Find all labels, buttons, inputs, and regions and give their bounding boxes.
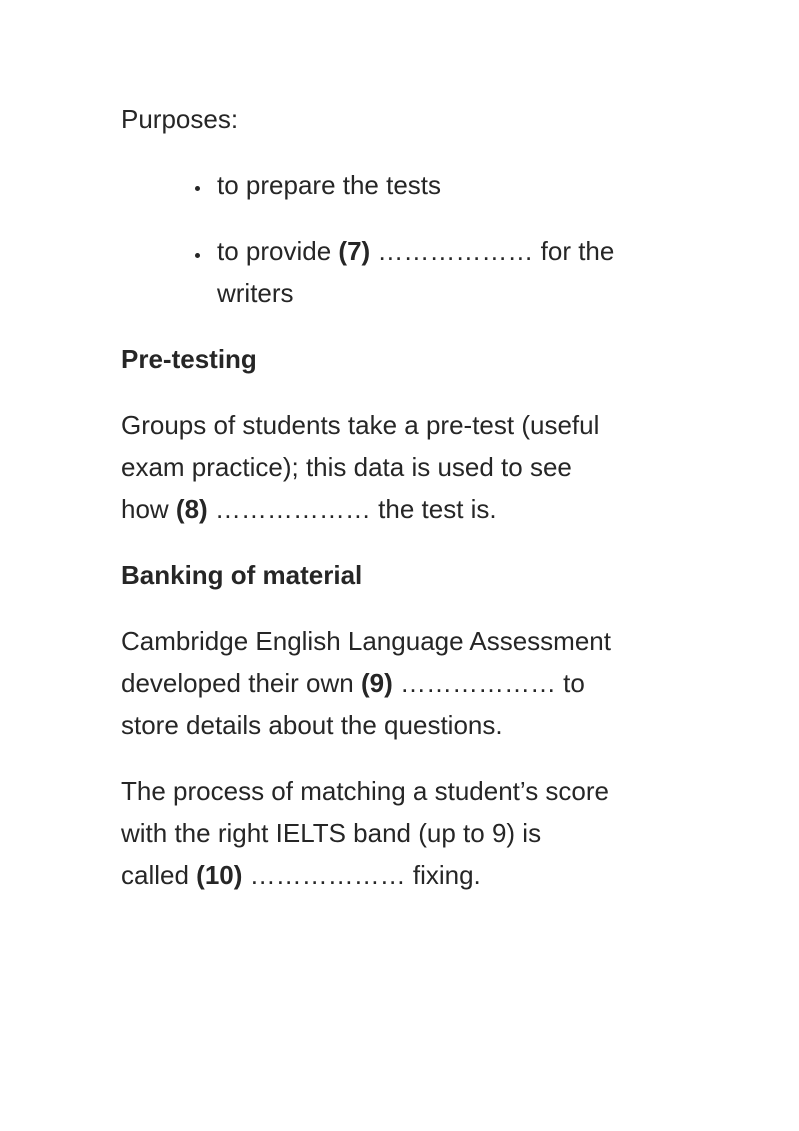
pretesting-text-line: exam practice); this data is used to see — [121, 452, 572, 482]
list-item-text-continued: writers — [217, 278, 294, 308]
banking-text-line — [121, 667, 585, 699]
list-item-text: to prepare the tests — [217, 170, 442, 200]
banking-text-before: called — [121, 860, 197, 890]
list-item-text-before: to provide — [217, 236, 339, 266]
banking-heading: Banking of material — [121, 560, 363, 590]
banking-text-line: The process of matching a student’s score — [121, 776, 609, 806]
question-number-10: (10) — [196, 860, 243, 890]
pretesting-text-line: Groups of students take a pre-test (useful — [121, 410, 600, 440]
pretesting-text-before: how — [121, 494, 176, 524]
answer-blank-10: ……………… fixing. — [242, 860, 481, 890]
list-item-text — [217, 235, 614, 267]
banking-text-line: store details about the questions. — [121, 710, 503, 740]
bullet-icon — [195, 253, 200, 258]
banking-text-line: with the right IELTS band (up to 9) is — [121, 818, 542, 848]
banking-text-line: Cambridge English Language Assessment — [121, 626, 611, 656]
banking-text-before: developed their own — [121, 668, 361, 698]
answer-blank-9: ……………… to — [392, 668, 585, 698]
question-number-7: (7) — [338, 236, 371, 266]
pretesting-text-line — [121, 493, 497, 525]
question-number-9: (9) — [360, 668, 393, 698]
question-number-8: (8) — [175, 494, 208, 524]
answer-blank-7: ……………… for the — [370, 236, 615, 266]
banking-text-line — [121, 859, 481, 891]
pretesting-heading: Pre-testing — [121, 344, 257, 374]
answer-blank-8: ……………… the test is. — [207, 494, 497, 524]
bullet-icon — [195, 186, 200, 191]
purposes-label: Purposes: — [121, 104, 239, 134]
